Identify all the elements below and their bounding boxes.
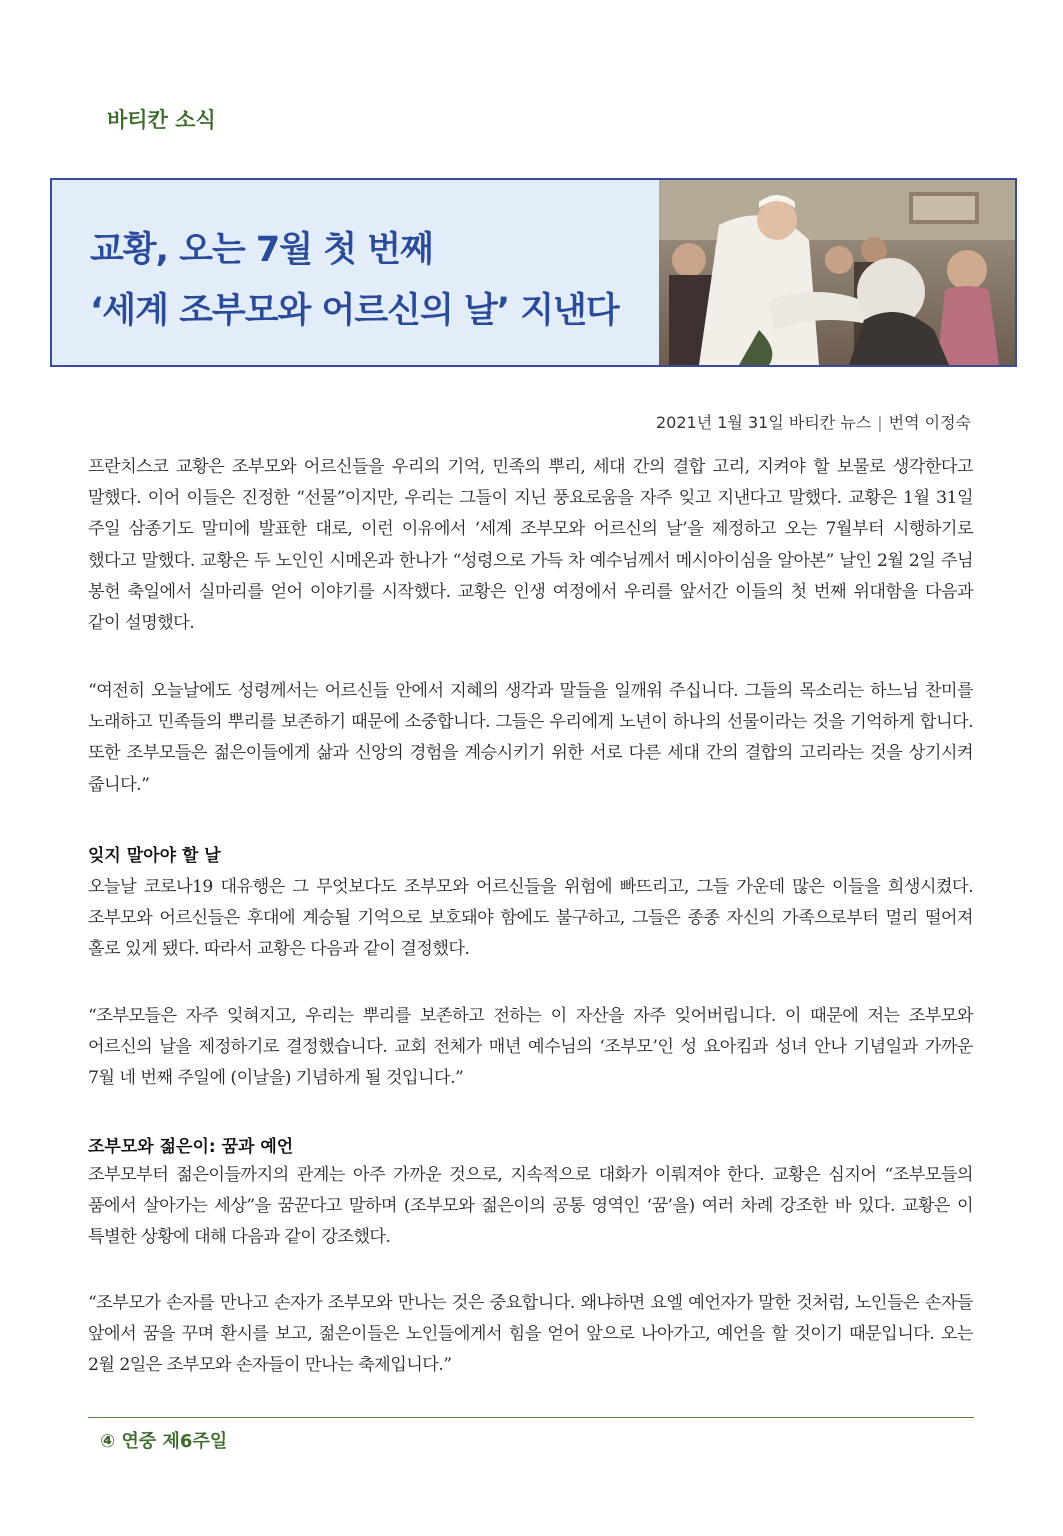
section-label: 바티칸 소식 [107, 108, 216, 132]
byline-translator: 번역 이정숙 [888, 413, 971, 432]
title-box [50, 178, 1017, 367]
quote-paragraph-1: “여전히 오늘날에도 성령께서는 어르신들 안에서 지혜의 생각과 말들을 일깨워 주십니다. 그들의 목소리는 하느님 찬미를 노래하고 민족들의 뿌리를 보존하기 때문에 소중합니다. 그들은 우리에게 노년이 하나의 선물이라는 것을 기억하게 합니다. 또한 조부모들은 젊은이들에게 삶과 신앙의 경험을 계승시키기 위한 서로 다른 세대 간의 결합의 고리라는 것을 상기시켜 줍니다.” [88, 681, 973, 795]
article-title-line-1: 교황, 오는 7월 첫 번째 [90, 230, 433, 270]
byline-separator: | [877, 413, 883, 432]
article-photo [659, 180, 1015, 365]
body-paragraph-2: 오늘날 코로나19 대유행은 그 무엇보다도 조부모와 어르신들을 위험에 빠뜨리고, 그들 가운데 많은 이들을 희생시켰다. 조부모와 어르신들은 후대에 계승될 기억으로 보호돼야 함에도 불구하고, 그들은 종종 자신의 가족으로부터 멀리 떨어져 홀로 있게 됐다. 따라서 교황은 다음과 같이 결정했다. [88, 877, 973, 960]
byline-source: 2021년 1월 31일 바티칸 뉴스 [655, 413, 872, 432]
body-paragraph-3: 조부모부터 젊은이들까지의 관계는 아주 가까운 것으로, 지속적으로 대화가 이뤄져야 한다. 교황은 심지어 “조부모들의 품에서 살아가는 세상”을 꿈꾼다고 말하며 (조부모와 젊은이의 공통 영역인 ‘꿈’을) 여러 차례 강조한 바 있다. 교황은 이 특별한 상황에 대해 다음과 같이 강조했다. [88, 1165, 973, 1248]
subheading-1: 잊지 말아야 할 날 [88, 846, 221, 866]
quote-paragraph-2: “조부모들은 자주 잊혀지고, 우리는 뿌리를 보존하고 전하는 이 자산을 자주 잊어버립니다. 이 때문에 저는 조부모와 어르신의 날을 제정하기로 결정했습니다. 교회 전체가 매년 예수님의 ‘조부모’인 성 요아킴과 성녀 안나 기념일과 가까운 7월 네 번째 주일에 (이날을) 기념하게 될 것입니다.” [88, 1006, 973, 1089]
article-title-line-2: ‘세계 조부모와 어르신의 날’ 지낸다 [90, 291, 619, 331]
byline [656, 410, 971, 433]
subheading-2: 조부모와 젊은이: 꿈과 예언 [88, 1137, 294, 1157]
footer-page-label: ④ 연중 제6주일 [100, 1431, 228, 1452]
body-paragraph-1: 프란치스코 교황은 조부모와 어르신들을 우리의 기억, 민족의 뿌리, 세대 간의 결합 고리, 지켜야 할 보물로 생각한다고 말했다. 이어 이들은 진정한 “선물”이지만, 우리는 그들이 지닌 풍요로움을 자주 잊고 지낸다고 말했다. 교황은 1월 31일 주일 삼종기도 말미에 발표한 대로, 이런 이유에서 ‘세계 조부모와 어르신의 날’을 제정하고 오는 7월부터 시행하기로 했다고 말했다. 교황은 두 노인인 시메온과 한나가 “성령으로 가득 차 예수님께서 메시아이심을 알아본” 날인 2월 2일 주님 봉헌 축일에서 실마리를 얻어 이야기를 시작했다. 교황은 인생 여정에서 우리를 앞서간 이들의 첫 번째 위대함을 다음과 같이 설명했다. [88, 457, 973, 634]
pope-embracing-elderly-woman-photo [659, 180, 1015, 365]
footer-divider [88, 1417, 974, 1418]
quote-paragraph-3: “조부모가 손자를 만나고 손자가 조부모와 만나는 것은 중요합니다. 왜냐하면 요엘 예언자가 말한 것처럼, 노인들은 손자들 앞에서 꿈을 꾸며 환시를 보고, 젊은이들은 노인들에게서 힘을 얻어 앞으로 나아가고, 예언을 할 것이기 때문입니다. 오는 2월 2일은 조부모와 손자들이 만나는 축제입니다.” [88, 1293, 973, 1376]
